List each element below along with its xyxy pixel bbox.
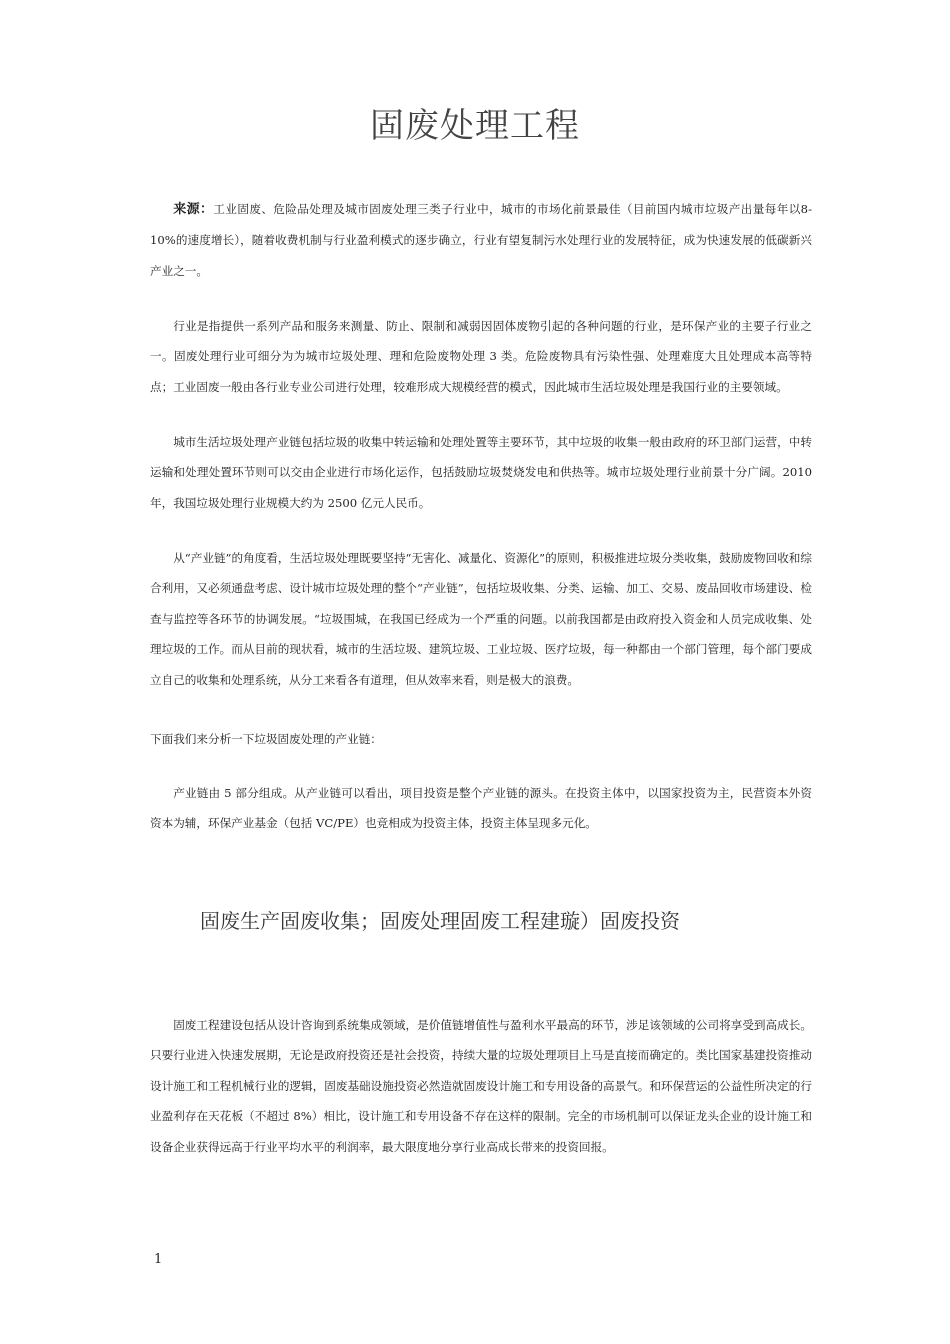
source-paragraph bbox=[150, 194, 812, 286]
chain-components-paragraph: 产业链由 5 部分组成。从产业链可以看出，项目投资是整个产业链的源头。在投资主体中，以国家投资为主，民营资本外资资本为辅，环保产业基金（包括 VC/PE）也竞相成为投资主体，投资主体呈现多元化。 bbox=[150, 786, 812, 831]
urban-waste-chain-paragraph: 城市生活垃圾处理产业链包括垃圾的收集中转运输和处理处置等主要环节，其中垃圾的收集一般由政府的环卫部门运营，中转运输和处理处置环节则可以交由企业进行市场化运作，包括鼓励垃圾焚烧发电和供热等。城市垃圾处理行业前景十分广阔。2010 年，我国垃圾处理行业规模大约为 2500 亿元人民币。 bbox=[150, 435, 812, 510]
source-label: 来源： bbox=[173, 202, 214, 217]
analysis-intro-paragraph: 下面我们来分析一下垃圾固废处理的产业链： bbox=[150, 732, 382, 746]
section-heading: 固废生产固废收集；固废处理固废工程建璇）固废投资 bbox=[200, 909, 680, 933]
industry-definition-paragraph: 行业是指提供一系列产品和服务来测量、防止、限制和减弱因固体废物引起的各种问题的行业，是环保产业的主要子行业之一。固废处理行业可细分为为城市垃圾处理、理和危险废物处理 3 类。危险废物具有污染性强、处理难度大且处理成本高等特点；工业固废一般由各行业专业公司进行处理，较难形成大规模经营的模式，因此城市生活垃圾处理是我国行业的主要领域。 bbox=[150, 319, 812, 394]
page-number: 1 bbox=[154, 1252, 163, 1267]
industry-chain-paragraph: 从“产业链”的角度看，生活垃圾处理既要坚持“无害化、减量化、资源化”的原则，积极推进垃圾分类收集，鼓励废物回收和综合利用，又必须通盘考虑、设计城市垃圾处理的整个“产业链”，包括垃圾收集、分类、运输、加工、交易、废品回收市场建设、检查与监控等各环节的协调发展。“垃圾围城，在我国已经成为一个严重的问题。以前我国都是由政府投入资金和人员完成收集、处理垃圾的工作。而从目前的现状看，城市的生活垃圾、建筑垃圾、工业垃圾、医疗垃圾，每一种都由一个部门管理，每个部门要成立自己的收集和处理系统，从分工来看各有道理，但从效率来看，则是极大的浪费。 bbox=[150, 551, 812, 687]
source-text: 工业固废、危险品处理及城市固废处理三类子行业中，城市的市场化前景最佳（目前国内城市垃圾产出量每年以8-10%的速度增长），随着收费机制与行业盈利模式的逐步确立，行业有望复制污水处理行业的发展特征，成为快速发展的低碳新兴产业之一。 bbox=[150, 202, 812, 278]
page-title: 固废处理工程 bbox=[370, 106, 580, 146]
engineering-paragraph: 固废工程建设包括从设计咨询到系统集成领域，是价值链增值性与盈利水平最高的环节，涉足该领域的公司将享受到高成长。只要行业进入快速发展期，无论是政府投资还是社会投资，持续大量的垃圾处理项目上马是直接而确定的。类比国家基建投资推动设计施工和工程机械行业的逻辑，固废基础设施投资必然造就固废设计施工和专用设备的高景气。和环保营运的公益性所决定的行业盈利存在天花板（不超过 8%）相比，设计施工和专用设备不存在这样的限制。完全的市场机制可以保证龙头企业的设计施工和设备企业获得远高于行业平均水平的利润率，最大限度地分享行业高成长带来的投资回报。 bbox=[150, 1018, 812, 1154]
